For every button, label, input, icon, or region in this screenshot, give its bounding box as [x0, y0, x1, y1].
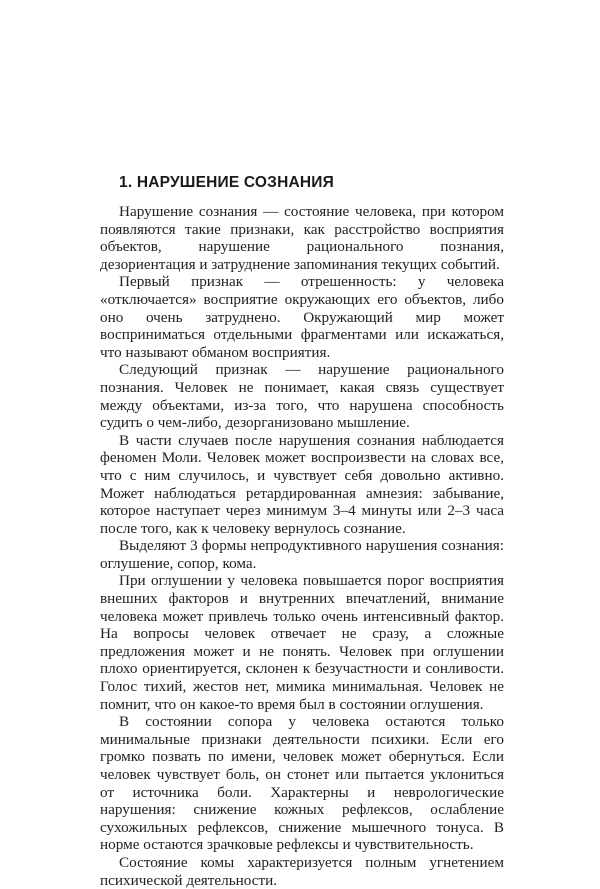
section-body	[100, 203, 504, 889]
paragraph-second-sign: Следующий признак — нарушение рационального познания. Человек не понимает, какая связь существует между объектами, из-за того, что нарушена способность судить о чем-либо, дезорганизовано мышление.	[100, 361, 504, 432]
paragraph-stupefaction: При оглушении у человека повышается порог восприятия внешних факторов и внутренних впечатлений, внимание человека может привлечь только очень интенсивный фактор. На вопросы человек отвечает не сразу, а сложные предложения может и не понять. Человек при оглушении плохо ориентируется, склонен к безучастности и сонливости. Голос тихий, жестов нет, мимика минимальная. Человек не помнит, что он какое-то время был в состоянии оглушения.	[100, 572, 504, 713]
paragraph-first-sign: Первый признак — отрешенность: у человека «отключается» восприятие окружающих его объектов, либо оно очень затруднено. Окружающий мир может восприниматься отдельными фрагментами или искажаться, что называют обманом восприятия.	[100, 273, 504, 361]
paragraph-definition: Нарушение сознания — состояние человека, при котором появляются такие признаки, как расстройство восприятия объектов, нарушение рационального познания, дезориентация и затруднение запоминания текущих событий.	[100, 203, 504, 273]
paragraph-moli-phenomenon: В части случаев после нарушения сознания наблюдается феномен Моли. Человек может воспроизвести на словах все, что с ним случилось, и чувствует себя довольно активно. Может наблюдаться ретардированная амнезия: забывание, которое наступает через минимум 3–4 минуты или 2–3 часа после того, как к человеку вернулось сознание.	[100, 431, 504, 537]
paragraph-coma: Состояние комы характеризуется полным угнетением психической деятельности.	[100, 853, 504, 889]
paragraph-three-forms: Выделяют 3 формы непродуктивного нарушения сознания: оглушение, сопор, кома.	[100, 537, 504, 572]
paragraph-sopor: В состоянии сопора у человека остаются только минимальные признаки деятельности психики. Если его громко позвать по имени, человек может обернуться. Если человек чувствует боль, он стонет или пытается уклониться от источника боли. Характерны и неврологические нарушения: снижение кожных рефлексов, ослабление сухожильных рефлексов, снижение мышечного тонуса. В норме остаются зрачковые рефлексы и чувствительность.	[100, 713, 504, 854]
section-heading: 1. НАРУШЕНИЕ СОЗНАНИЯ	[119, 174, 334, 191]
